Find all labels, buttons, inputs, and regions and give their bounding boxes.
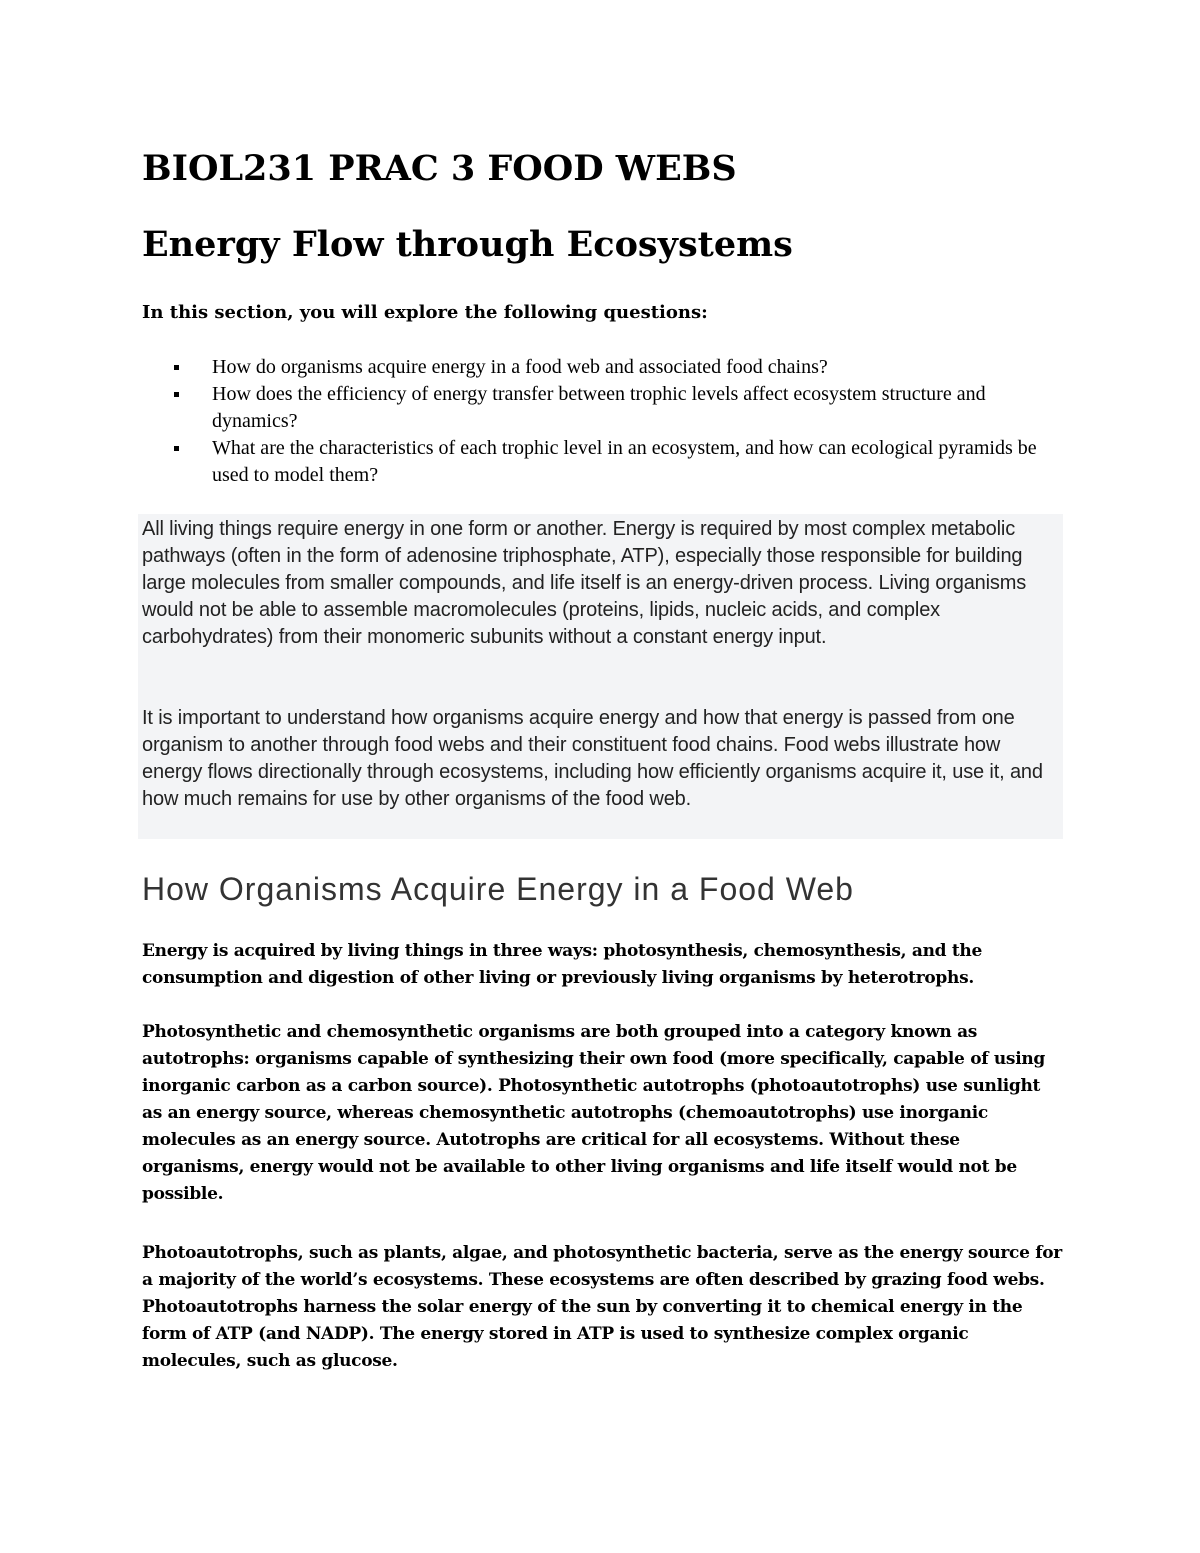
section-heading: How Organisms Acquire Energy in a Food Web [142, 871, 854, 907]
question-item [142, 381, 1042, 435]
square-bullet-icon [174, 365, 179, 370]
body-paragraph: Photosynthetic and chemosynthetic organisms are both grouped into a category known as autotrophs: organisms capable of synthesizing their own food (more specifically, capable of using inorganic carbon as a carbon source). Photosynthetic autotrophs (photoautotrophs) use sunlight as an energy source, whereas chemosynthetic autotrophs (chemoautotrophs) use inorganic molecules as an energy source. Autotrophs are critical for all ecosystems. Without these organisms, energy would not be available to other living organisms and life itself would not be possible. [142, 1022, 1045, 1204]
question-text: What are the characteristics of each trophic level in an ecosystem, and how can ecological pyramids be used to model them? [212, 437, 1037, 486]
square-bullet-icon [174, 446, 179, 451]
shaded-paragraph: All living things require energy in one form or another. Energy is required by most complex metabolic pathways (often in the form of adenosine triphosphate, ATP), especially those responsible for building large molecules from smaller compounds, and life itself is an energy-driven process. Living organisms would not be able to assemble macromolecules (proteins, lipids, nucleic acids, and complex carbohydrates) from their monomeric subunits without a constant energy input. [142, 518, 1027, 648]
question-item [142, 354, 1042, 381]
square-bullet-icon [174, 392, 179, 397]
question-list [142, 354, 1042, 489]
shaded-text-block [138, 514, 1063, 839]
document-subtitle: Energy Flow through Ecosystems [142, 224, 793, 265]
document-title: BIOL231 PRAC 3 FOOD WEBS [142, 148, 737, 189]
body-paragraph: Photoautotrophs, such as plants, algae, and photosynthetic bacteria, serve as the energy source for a majority of the world’s ecosystems. These ecosystems are often described by grazing food webs. Photoautotrophs harness the solar energy of the sun by converting it to chemical energy in the form of ATP (and NADP). The energy stored in ATP is used to synthesize complex organic molecules, such as glucose. [142, 1243, 1062, 1371]
intro-text: In this section, you will explore the following questions: [142, 302, 708, 323]
question-item [142, 435, 1042, 489]
shaded-paragraph: It is important to understand how organisms acquire energy and how that energy is passed from one organism to another through food webs and their constituent food chains. Food webs illustrate how energy flows directionally through ecosystems, including how efficiently organisms acquire it, use it, and how much remains for use by other organisms of the food web. [142, 707, 1043, 810]
body-paragraph: Energy is acquired by living things in three ways: photosynthesis, chemosynthesis, and the consumption and digestion of other living or previously living organisms by heterotrophs. [142, 941, 983, 988]
question-text: How does the efficiency of energy transfer between trophic levels affect ecosystem structure and dynamics? [212, 383, 986, 432]
question-text: How do organisms acquire energy in a food web and associated food chains? [212, 356, 828, 378]
